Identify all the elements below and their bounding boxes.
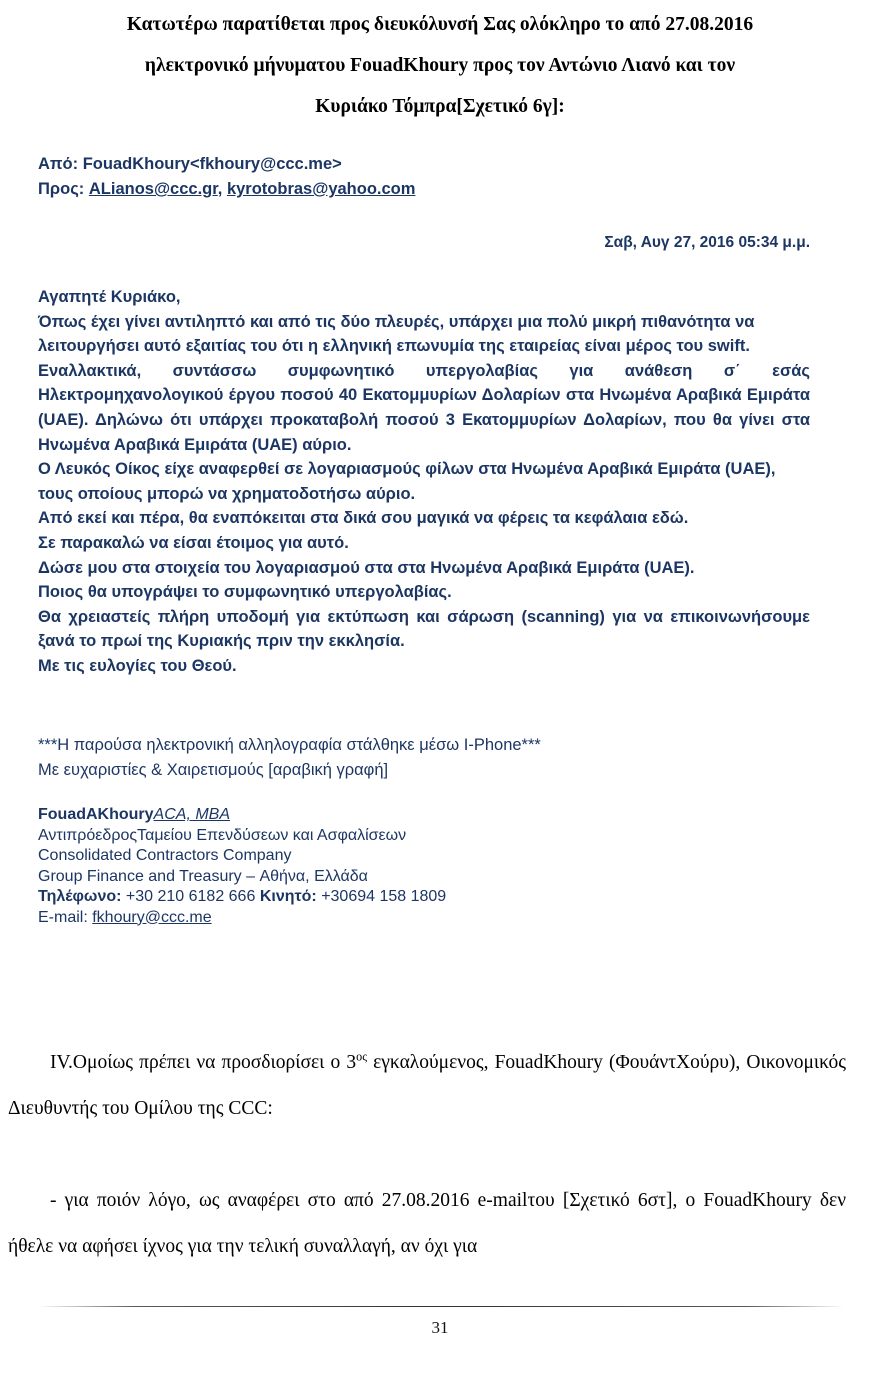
signature-name: FouadAKhoury [38,806,154,823]
page-number: 31 [431,1318,449,1337]
email-body-line-8: Θα χρειαστείς πλήρη υποδομή για εκτύπωση και σάρωση (scanning) για να επικοινωνήσουμε ξανά το πρωί της Κυριακής πριν την εκκλησία. [38,607,810,651]
email-body-line-5: Σε παρακαλώ να είσαι έτοιμος για αυτό. [38,533,349,552]
email-body-line-3: Ο Λευκός Οίκος είχε αναφερθεί σε λογαριασμούς φίλων στα Ηνωμένα Αραβικά Εμιράτα (UAE), τους οποίους μπορώ να χρηματοδοτήσω αύριο. [38,460,776,503]
signature-email-row [38,908,538,929]
section-iv-line1-tail: εγκαλούμενος, [373,1052,489,1073]
email-body-line-6: Δώσε μου στα στοιχεία του λογαριασμού στα στα Ηνωμένα Αραβικά Εμιράτα (UAE). [38,558,695,577]
email-date: Σαβ, Αυγ 27, 2016 05:34 μ.μ. [604,234,810,251]
footer-divider [38,1306,844,1307]
email-from-value: FouadKhoury<fkhoury@ccc.me> [82,155,342,173]
signature-phone-row [38,887,538,908]
email-body-line-0: Αγαπητέ Κυριάκο, [38,288,181,306]
email-disclaimer-line-1: ***Η παρούσα ηλεκτρονική αλληλογραφία στάλθηκε μέσω I-Phone*** [38,736,541,754]
email-body-line-9: Με τις ευλογίες του Θεού. [38,656,237,675]
email-to-separator: , [217,180,223,198]
signature-name-row [38,805,538,826]
email-to-label: Προς: [38,180,85,198]
email-header [38,152,838,202]
email-from-row [38,152,838,177]
intro-heading-line-2: ηλεκτρονικό μήνυματου FouadKhoury προς τον Αντώνιο Λιανό και τον [144,55,736,76]
signature-credentials: ACA, MBA [153,806,231,823]
signature-phone-label: Τηλέφωνο: [38,888,122,905]
signature-title: ΑντιπρόεδροςΤαμείου Επενδύσεων και Ασφαλίσεων [38,826,407,844]
signature-email-link[interactable]: fkhoury@ccc.me [92,908,212,926]
section-iv-paragraph [8,1040,846,1132]
intro-heading [30,4,850,127]
email-from-label: Από: [38,155,79,173]
email-to-link-1[interactable]: ALianos@ccc.gr [88,180,218,198]
email-signature [38,805,538,928]
section-iv-marker: IV.Ομοίως [50,1052,134,1073]
signature-mobile-label: Κινητό: [259,888,317,905]
email-disclaimer [38,733,810,782]
email-body [38,285,810,679]
signature-company: Consolidated Contractors Company [38,847,292,864]
section-iv-line1-rest: πρέπει να προσδιορίσει ο 3 [139,1052,357,1073]
bullet-paragraph [8,1178,846,1270]
email-body-line-4: Από εκεί και πέρα, θα εναπόκειται στα δικά σου μαγικά να φέρεις τα κεφάλαια εδώ. [38,509,689,528]
email-disclaimer-line-2: Με ευχαριστίες & Χαιρετισμούς [αραβική γραφή] [38,760,389,779]
intro-heading-line-3: Κυριάκο Τόμπρα[Σχετικό 6γ]: [315,96,565,117]
email-to-link-2[interactable]: kyrotobras@yahoo.com [226,180,416,198]
email-body-line-2: Εναλλακτικά, συντάσσω συμφωνητικό υπεργολαβίας για ανάθεση σ΄ εσάς Ηλεκτρομηχανολογικού έργου ποσού 40 Εκατομμυρίων Δολαρίων στα Ηνωμένα Αραβικά Εμιράτα (UAE). Δηλώνω ότι υπάρχει προκαταβολή ποσού 3 Εκατομμυρίων Δολαρίων, που θα γίνει στα Ηνωμένα Αραβικά Εμιράτα (UAE) αύριο. [38,361,810,454]
section-iv-ordinal: ος [356,1049,367,1064]
email-body-line-7: Ποιος θα υπογράψει το συμφωνητικό υπεργολαβίας. [38,583,452,602]
section-iv-line2: FouadKhoury (ΦουάντΧούρυ), Οικονομικός Διευθυντής του Ομίλου [8,1052,847,1119]
section-iv-line3: της CCC: [197,1098,273,1119]
signature-department: Group Finance and Treasury – Αθήνα, Ελλάδα [38,867,368,885]
bullet-paragraph-line-2: FouadKhoury δεν ήθελε να αφήσει ίχνος για την τελική συναλλαγή, αν όχι για [8,1190,847,1257]
signature-mobile-value: +30694 158 1809 [321,888,447,905]
signature-phone-value: +30 210 6182 666 [125,888,256,905]
bullet-paragraph-line-1: - για ποιόν λόγο, ως αναφέρει στο από 27.08.2016 e-mailτου [Σχετικό 6στ], ο [50,1190,696,1211]
intro-heading-line-1: Κατωτέρω παρατίθεται προς διευκόλυνσή Σας ολόκληρο το από 27.08.2016 [126,14,754,35]
signature-email-label: E-mail: [38,908,88,926]
email-body-line-1: Όπως έχει γίνει αντιληπτό και από τις δύο πλευρές, υπάρχει μια πολύ μικρή πιθανότητα να λειτουργήσει αυτό εξαιτίας του ότι η ελληνική επωνυμία της εταιρείας είναι μέρος του swift. [38,312,755,356]
email-to-row [38,177,838,202]
